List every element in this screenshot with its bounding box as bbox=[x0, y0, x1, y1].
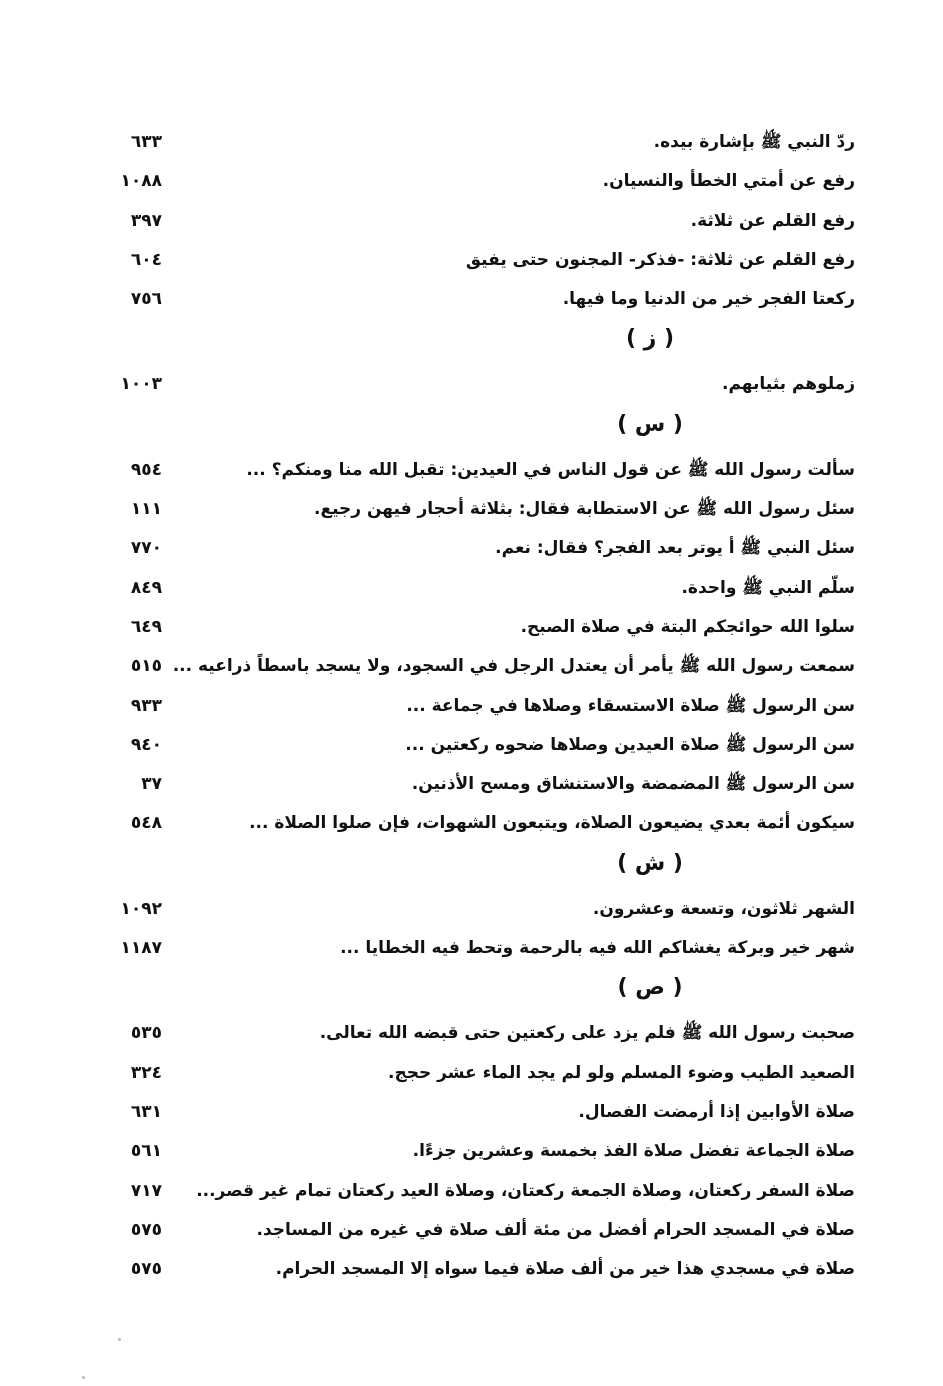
section-letter-header bbox=[0, 406, 943, 452]
page-number: ٣٧ bbox=[141, 774, 162, 795]
hadith-text: سمعت رسول الله ﷺ يأمر أن يعتدل الرجل في السجود، ولا يسجد باسطاً ذراعيه ... bbox=[172, 656, 855, 677]
page-number: ١١٨٧ bbox=[120, 938, 162, 959]
hadith-index-list bbox=[0, 124, 943, 1290]
hadith-text: ردّ النبي ﷺ بإشارة بيده. bbox=[653, 132, 855, 152]
hadith-text: سئل النبي ﷺ أ يوتر بعد الفجر؟ فقال: نعم. bbox=[495, 538, 855, 559]
hadith-text: شهر خير وبركة يغشاكم الله فيه بالرحمة وتحط فيه الخطايا ... bbox=[340, 938, 855, 959]
hadith-text: صحبت رسول الله ﷺ فلم يزد على ركعتين حتى قبضه الله تعالى. bbox=[319, 1023, 855, 1044]
page-number: ٩٣٣ bbox=[130, 695, 162, 716]
index-entry bbox=[0, 530, 943, 569]
section-letter: ( ص ) bbox=[617, 975, 683, 1001]
index-entry bbox=[0, 366, 943, 405]
index-entry bbox=[0, 688, 943, 727]
index-entry bbox=[0, 766, 943, 805]
hadith-text: سن الرسول ﷺ المضمضة والاستنشاق ومسح الأذنين. bbox=[411, 774, 855, 795]
hadith-text: صلاة في المسجد الحرام أفضل من مئة ألف صلاة في غيره من المساجد. bbox=[256, 1219, 855, 1240]
section-letter-header bbox=[0, 969, 943, 1015]
index-entry bbox=[0, 1094, 943, 1133]
page-number: ١٠٠٣ bbox=[120, 374, 162, 395]
hadith-text: سئل رسول الله ﷺ عن الاستطابة فقال: بثلاثة أحجار فيهن رجيع. bbox=[314, 499, 855, 520]
section-letter: ( س ) bbox=[617, 411, 683, 437]
page-number: ١٠٩٢ bbox=[120, 898, 162, 919]
index-entry bbox=[0, 163, 943, 202]
index-entry bbox=[0, 1055, 943, 1094]
page-number: ٦٠٤ bbox=[130, 249, 162, 270]
index-entry bbox=[0, 124, 943, 163]
section-letter: ( ش ) bbox=[617, 850, 683, 876]
hadith-text: صلاة السفر ركعتان، وصلاة الجمعة ركعتان، وصلاة العيد ركعتان تمام غير قصر... bbox=[196, 1180, 855, 1201]
index-entry bbox=[0, 727, 943, 766]
index-entry bbox=[0, 609, 943, 648]
page-number: ٣٩٧ bbox=[130, 210, 162, 231]
section-letter: ( ز ) bbox=[625, 326, 675, 352]
page-number: ٥٣٥ bbox=[130, 1023, 162, 1044]
index-entry bbox=[0, 203, 943, 242]
index-entry bbox=[0, 1173, 943, 1212]
page-number: ٥٧٥ bbox=[130, 1219, 162, 1240]
hadith-text: رفع عن أمتي الخطأ والنسيان. bbox=[602, 171, 855, 192]
index-entry bbox=[0, 1133, 943, 1172]
index-entry bbox=[0, 570, 943, 609]
index-entry bbox=[0, 281, 943, 320]
index-entry bbox=[0, 805, 943, 844]
index-entry bbox=[0, 452, 943, 491]
index-entry bbox=[0, 648, 943, 687]
hadith-text: رفع القلم عن ثلاثة: -فذكر- المجنون حتى يفيق bbox=[465, 249, 855, 270]
page-number: ٦٤٩ bbox=[130, 616, 162, 637]
hadith-text: الشهر ثلاثون، وتسعة وعشرون. bbox=[592, 898, 855, 919]
page-number: ٦٣١ bbox=[130, 1101, 162, 1122]
page-number: ٩٥٤ bbox=[130, 459, 162, 480]
page-number: ٥٦١ bbox=[130, 1141, 162, 1162]
hadith-text: الصعيد الطيب وضوء المسلم ولو لم يجد الماء عشر حجج. bbox=[388, 1062, 855, 1083]
hadith-text: سلوا الله حوائجكم البتة في صلاة الصبح. bbox=[520, 616, 855, 637]
hadith-text: زملوهم بثيابهم. bbox=[722, 374, 855, 395]
page-number: ٥٧٥ bbox=[130, 1259, 162, 1280]
hadith-text: صلاة الجماعة تفضل صلاة الفذ بخمسة وعشرين جزءًا. bbox=[412, 1141, 855, 1162]
hadith-text: صلاة في مسجدي هذا خير من ألف صلاة فيما سواه إلا المسجد الحرام. bbox=[275, 1259, 855, 1280]
page-number: ٧٥٦ bbox=[130, 289, 162, 310]
page-number: ١٠٨٨ bbox=[120, 171, 162, 192]
index-entry bbox=[0, 891, 943, 930]
hadith-text: رفع القلم عن ثلاثة. bbox=[690, 210, 855, 231]
page-number: ٥٤٨ bbox=[130, 813, 162, 834]
index-entry bbox=[0, 930, 943, 969]
section-letter-header bbox=[0, 845, 943, 891]
page-number: ٩٤٠ bbox=[130, 734, 162, 755]
hadith-text: ركعتا الفجر خير من الدنيا وما فيها. bbox=[562, 289, 855, 310]
page-number: ٦٣٣ bbox=[130, 132, 162, 152]
page-number: ٧٧٠ bbox=[130, 538, 162, 559]
index-entry bbox=[0, 491, 943, 530]
page-speck bbox=[82, 1376, 85, 1379]
hadith-text: سألت رسول الله ﷺ عن قول الناس في العيدين: تقبل الله منا ومنكم؟ ... bbox=[246, 459, 855, 480]
hadith-text: سن الرسول ﷺ صلاة الاستسقاء وصلاها في جماعة ... bbox=[406, 695, 855, 716]
page-number: ٣٢٤ bbox=[130, 1062, 162, 1083]
index-entry bbox=[0, 1015, 943, 1054]
page-speck bbox=[118, 1338, 121, 1341]
page-number: ٧١٧ bbox=[130, 1180, 162, 1201]
hadith-text: سن الرسول ﷺ صلاة العيدين وصلاها ضحوه ركعتين ... bbox=[405, 734, 855, 755]
hadith-text: سلّم النبي ﷺ واحدة. bbox=[681, 577, 855, 598]
index-entry bbox=[0, 1212, 943, 1251]
page-number: ١١١ bbox=[130, 499, 162, 520]
page-number: ٥١٥ bbox=[130, 656, 162, 677]
hadith-text: سيكون أئمة بعدي يضيعون الصلاة، ويتبعون الشهوات، فإن صلوا الصلاة ... bbox=[249, 813, 855, 834]
page-number: ٨٤٩ bbox=[130, 577, 162, 598]
section-letter-header bbox=[0, 320, 943, 366]
index-entry bbox=[0, 1251, 943, 1290]
index-entry bbox=[0, 242, 943, 281]
hadith-text: صلاة الأوابين إذا أرمضت الفصال. bbox=[578, 1101, 855, 1122]
